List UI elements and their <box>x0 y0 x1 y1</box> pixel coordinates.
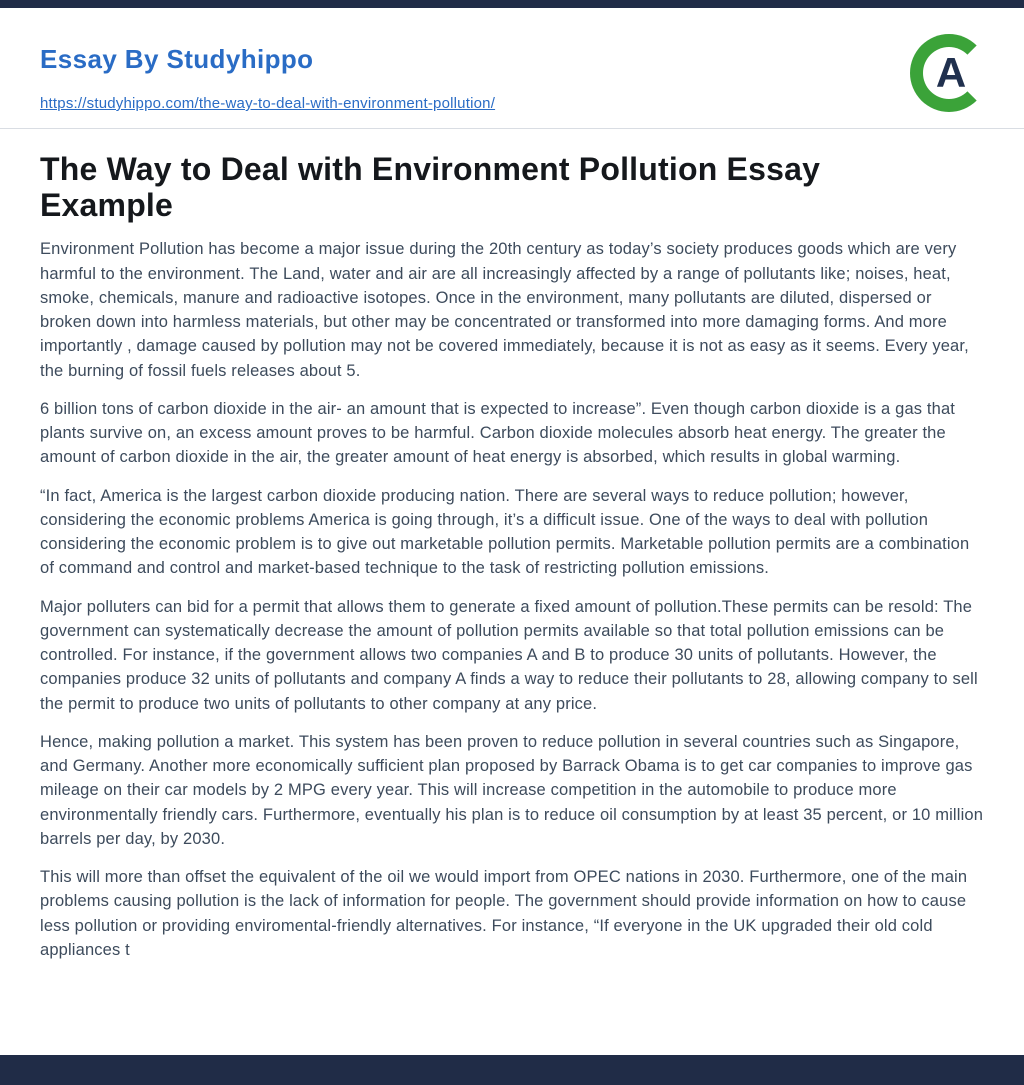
header <box>0 8 1024 113</box>
article-paragraph: Major polluters can bid for a permit that allows them to generate a fixed amount of pollution.These permits can be resold: The government can systematically decrease the amount of pollution permits available so that total pollution emissions can be controlled. For instance, if the government allows two companies A and B to produce 30 units of pollutants. However, the companies produce 32 units of pollutants and company A finds a way to reduce their pollutants to 28, allowing company to sell the permit to produce two units of pollutants to other company at any price. <box>40 597 978 713</box>
source-url-link[interactable]: https://studyhippo.com/the-way-to-deal-with-environment-pollution/ <box>40 95 496 112</box>
article <box>0 129 1024 962</box>
article-paragraph: Hence, making pollution a market. This system has been proven to reduce pollution in several countries such as Singapore, and Germany. Another more economically sufficient plan proposed by Barrack Obama is to get car companies to improve gas mileage on their car models by 2 MPG every year. This will increase competition in the automobile to produce more environmentally friendly cars. Furthermore, eventually his plan is to reduce oil consumption by at least 35 percent, or 10 million barrels per day, by 2030. <box>40 732 984 848</box>
article-paragraph: Environment Pollution has become a major issue during the 20th century as today’s society produces goods which are very harmful to the environment. The Land, water and air are all increasingly affected by a range of pollutants like; noises, heat, smoke, chemicals, manure and radioactive isotopes. Once in the environment, many pollutants are diluted, dispersed or broken down into harmless materials, but other may be concentrated or transformed into more damaging forms. And more importantly , damage caused by pollution may not be covered immediately, because it is not as easy as it seems. Every year, the burning of fossil fuels releases about 5. <box>40 240 969 380</box>
logo-letter: A <box>935 49 967 96</box>
top-bar <box>0 0 1024 8</box>
article-paragraph: 6 billion tons of carbon dioxide in the air- an amount that is expected to increase”. Even though carbon dioxide is a gas that plants survive on, an excess amount proves to be harmful. Carbon dioxide molecules absorb heat energy. The greater the amount of carbon dioxide in the air, the greater amount of heat energy is absorbed, which results in global warming. <box>40 399 956 467</box>
article-title: The Way to Deal with Environment Pollution Essay Example <box>40 151 821 224</box>
article-paragraph: This will more than offset the equivalent of the oil we would import from OPEC nations in 2030. Furthermore, one of the main problems causing pollution is the lack of information for people. The government should provide information on how to cause less pollution or providing enviromental-friendly alternatives. For instance, “If everyone in the UK upgraded their old cold appliances t <box>40 868 968 959</box>
header-left <box>40 34 495 113</box>
studyhippo-logo-icon <box>910 34 988 112</box>
site-title: Essay By Studyhippo <box>40 44 314 74</box>
article-paragraph: “In fact, America is the largest carbon dioxide producing nation. There are several ways to reduce pollution; however, considering the economic problems America is going through, it’s a difficult issue. One of the ways to deal with pollution considering the economic problem is to give out marketable pollution permits. Marketable pollution permits are a combination of command and control and market-based technique to the task of restricting pollution emissions. <box>40 486 970 578</box>
bottom-bar <box>0 1055 1024 1085</box>
